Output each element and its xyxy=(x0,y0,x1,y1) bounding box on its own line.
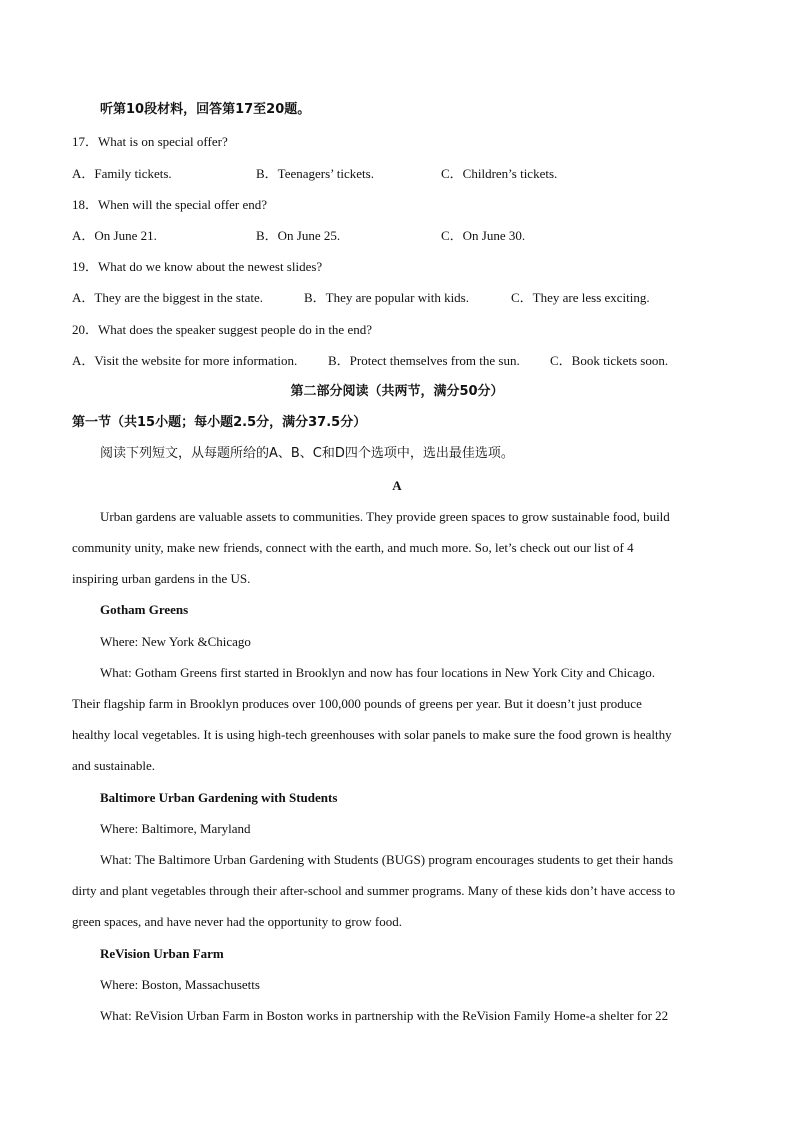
intro-line-3: inspiring urban gardens in the US. xyxy=(72,571,251,586)
q20-option-c: C．Book tickets soon. xyxy=(550,353,669,368)
part-title: 第二部分阅读（共两节，满分50分） xyxy=(290,384,504,399)
garden-3-name: ReVision Urban Farm xyxy=(100,946,224,961)
garden-2-name: Baltimore Urban Gardening with Students xyxy=(100,790,338,805)
q18-option-b: B．On June 25. xyxy=(256,228,341,243)
q17-option-c: C．Children’s tickets. xyxy=(441,166,558,181)
question-20: 20．What does the speaker suggest people do in the end? xyxy=(72,322,372,337)
q20-option-a: A．Visit the website for more information. xyxy=(72,353,298,368)
garden-2-what-3: green spaces, and have never had the opportunity to grow food. xyxy=(72,914,402,929)
listening-header: 听第10段材料，回答第17至20题。 xyxy=(100,102,311,117)
garden-2-what-2: dirty and plant vegetables through their after-school and summer programs. Many of these kids don’t have access to xyxy=(72,883,676,898)
garden-3-where: Where: Boston, Massachusetts xyxy=(100,977,260,992)
intro-line-1: Urban gardens are valuable assets to communities. They provide green spaces to grow sustainable food, build xyxy=(100,509,670,524)
q18-option-c: C．On June 30. xyxy=(441,228,526,243)
garden-1-name: Gotham Greens xyxy=(100,602,189,617)
section-title: 第一节（共15小题；每小题2.5分，满分37.5分） xyxy=(72,415,367,430)
q19-option-b: B．They are popular with kids. xyxy=(304,290,469,305)
q20-option-b: B．Protect themselves from the sun. xyxy=(328,353,520,368)
garden-1-what-4: and sustainable. xyxy=(72,758,156,773)
garden-2-what-1: What: The Baltimore Urban Gardening with Students (BUGS) program encourages students to get their hands xyxy=(100,852,674,867)
question-19: 19．What do we know about the newest slides? xyxy=(72,259,323,274)
q18-option-a: A．On June 21. xyxy=(72,228,157,243)
garden-1-where: Where: New York &Chicago xyxy=(100,634,251,649)
intro-line-2: community unity, make new friends, connect with the earth, and much more. So, let’s check out our list of 4 xyxy=(72,540,634,555)
instruction: 阅读下列短文，从每题所给的A、B、C和D四个选项中，选出最佳选项。 xyxy=(100,446,514,461)
garden-1-what-1: What: Gotham Greens first started in Brooklyn and now has four locations in New York City and Chicago. xyxy=(100,665,655,680)
passage-label: A xyxy=(392,478,402,493)
garden-1-what-3: healthy local vegetables. It is using high-tech greenhouses with solar panels to make sure the food grown is healthy xyxy=(72,727,672,742)
q17-option-b: B．Teenagers’ tickets. xyxy=(256,166,374,181)
q19-option-c: C．They are less exciting. xyxy=(511,290,650,305)
q17-option-a: A．Family tickets. xyxy=(72,166,172,181)
garden-1-what-2: Their flagship farm in Brooklyn produces over 100,000 pounds of greens per year. But it doesn’t just produce xyxy=(72,696,642,711)
q19-option-a: A．They are the biggest in the state. xyxy=(72,290,263,305)
garden-3-what-1: What: ReVision Urban Farm in Boston works in partnership with the ReVision Family Home-a shelter for 22 xyxy=(100,1008,669,1023)
garden-2-where: Where: Baltimore, Maryland xyxy=(100,821,251,836)
question-17: 17．What is on special offer? xyxy=(72,134,228,149)
question-18: 18．When will the special offer end? xyxy=(72,197,268,212)
